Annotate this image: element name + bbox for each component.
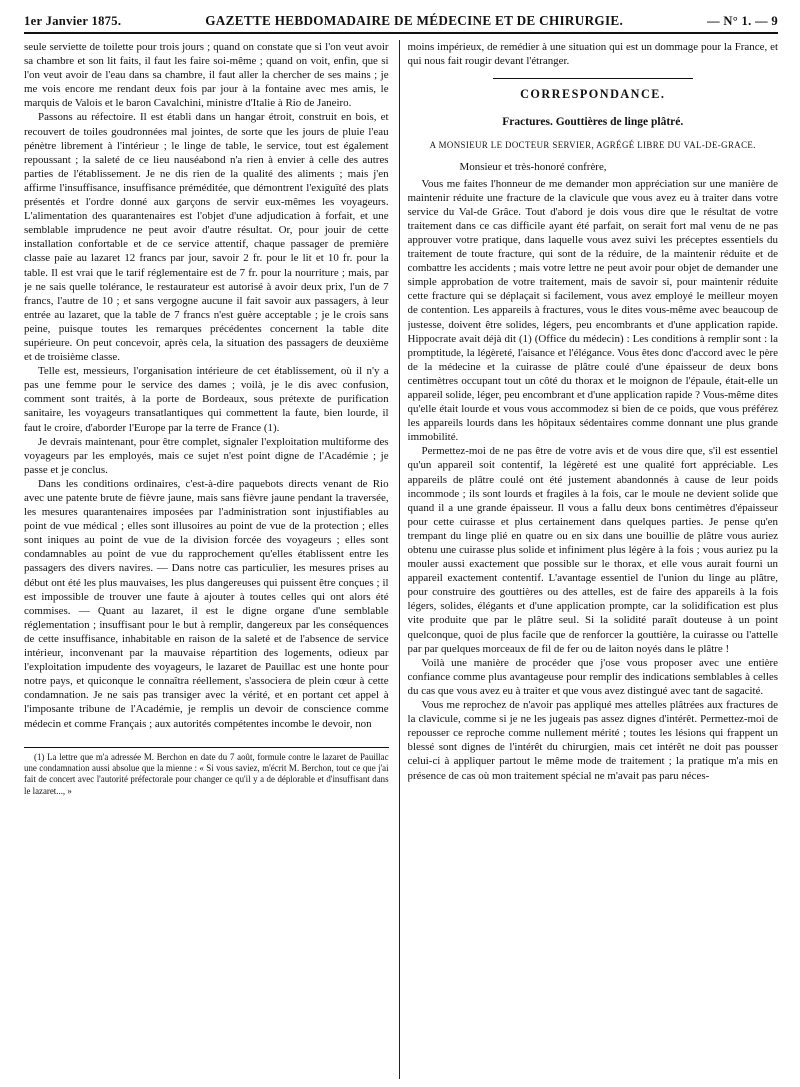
right-paragraph-1: Vous me faites l'honneur de me demander mon appréciation sur une manière de maintenir réduite une fracture de la clavicule que vous avez eu à traiter dans votre service du Val-de Grâce. Tout d'abord je dois vous dire que le résultat de votre traitement dans ce cas difficile ayant été parfait, on serait fort mal venu de ne pas approuver votre pratique, dans laquelle vous avez suivi les préceptes essentiels du traitement de toute fracture, qui sont de la réduire, de la maintenir réduite et de combattre les accidents ; mais votre lettre ne peut avoir pour objet de demander une simple approbation de votre traitement, mais de savoir si, pour maintenir réduite cette fracture qui se déplaçait si facilement, vous avez employé le meilleur moyen de contention. Les appareils à fractures, vous le dites vous-même avec beaucoup de justesse, doivent être solides, légers, peu encombrants et d'une application rapide. Hippocrate avait déjà dit (1) (Office du médecin) : Les conditions à remplir sont : la promptitude, la légèreté, l'aisance et l'élégance. Vous êtes donc d'accord avec le père de la médecine et la cuirasse de plâtre coulé d'une épaisseur de deux bons centimètres occupant tout un côté du thorax et le moignon de l'épaule, était-elle un appareil solide, léger, peu encombrant et d'une application rapide ? Vous-même dites qu'elle était lourde et vous vous accommodez si bien de ce poids, que vous préférez les appareils lourds dans les hôpitaux sédentaires comme donnant une plus grande immobilité. bbox=[407, 177, 778, 444]
left-paragraph-3: Telle est, messieurs, l'organisation intérieure de cet établissement, où il n'y a pas une femme pour le service des dames ; voilà, je le dis avec confusion, comment sont traités, à la porte de Bordeaux, sous prétexte de purification sanitaire, les voyageurs transatlantiques qui commettent la faute, bien lourde, il faut le croire, d'aborder l'Europe par la terre de France (1). bbox=[24, 365, 389, 434]
page-header bbox=[24, 8, 778, 34]
header-issue: — N° 1. — 9 bbox=[707, 14, 778, 28]
left-paragraph-4: Je devrais maintenant, pour être complet, signaler l'exploitation multiforme des voyageurs par les employés, mais ce sujet n'est point digne de l'Académie ; je passe et je conclus. bbox=[24, 435, 389, 476]
section-rule bbox=[493, 78, 693, 79]
right-paragraph-2: Permettez-moi de ne pas être de votre avis et de vous dire que, s'il est essentiel qu'un appareil soit contentif, la légèreté est une qualité fort appréciable. Les appareils de plâtre coulé ont été justement abandonnés à cause de leur poids incommode ; ils sont lourds et fragiles à la fois, car le moule ne devient solide que quand il a une grande épaisseur. Il vous a fallu deux bons centimètres d'épaisseur pour cette cuirasse et plus certainement dans quelques parties. Je pense qu'en trempant du linge plié en quatre ou en six dans une bouillie de plâtre vous auriez obtenu une cuirasse plus solide et infiniment plus légère à la fois ; vous auriez pu la mouler aussi exactement que possible sur le thorax, et elle vous aurait fourni un appareil exactement contentif. L'avantage essentiel de l'union du linge au plâtre, pour construire des gouttières ou des attelles, est de faire des appareils à la fois légers, solides, élégants et d'une application prompte, car la solidification est plus vite produite que par le plâtre seul. Si la solidité paraît douteuse à un point quelconque, quoi de plus facile que de renforcer la gouttière, la cuirasse ou l'attelle par par quelques morceaux de fil de fer ou de laiton noyés dans le plâtre ! bbox=[407, 445, 778, 655]
text-columns bbox=[24, 40, 778, 1079]
right-continuation: moins impérieux, de remédier à une situation qui est un dommage pour la France, et qui nous fait rougir devant l'étranger. bbox=[407, 41, 778, 68]
section-title: CORRESPONDANCE. bbox=[520, 87, 666, 102]
left-column bbox=[24, 40, 399, 1079]
right-column bbox=[408, 40, 778, 1079]
footnote-1: (1) La lettre que m'a adressée M. Berchon en date du 7 août, formule contre le lazaret de Pauillac une condamnation aussi absolue que la mienne : « Si vous saviez, m'écrit M. Berchon, tout ce que j'ai fait de concert avec l'autorité préfectorale pour changer ce qu'il y a de déplorable et d'insuffisant dans le lazaret..., » bbox=[24, 751, 389, 796]
left-paragraph-1: seule serviette de toilette pour trois jours ; quand on constate que si l'on veut avoir sa chambre et son lit faits, il faut les faire soi-même ; quand on voit, enfin, que si l'on veut avoir de l'eau dans sa chambre, il faut aller la chercher de ses mains ; je me vois encore me rendant deux fois par jour à la fontaine avec mes amis, le marquis de Valois et le baron Cavalchini, ministre d'Italie à Rio de Janeiro. bbox=[24, 41, 389, 110]
article-title: Fractures. Gouttières de linge plâtré. bbox=[502, 116, 684, 129]
column-divider bbox=[399, 40, 400, 1079]
right-paragraph-4: Vous me reprochez de n'avoir pas appliqué mes attelles plâtrées aux fractures de la clavicule, comme si je ne les jugeais pas assez dignes d'intérêt. Permettez-moi de repousser ce reproche comme nullement mérité ; toutes les lésions qui frappent un blessé sont dignes de l'intérêt du chirurgien, mais cet intérêt ne doit pas pousser celui-ci à appliquer partout le même mode de traitement ; la pratique m'a mis en présence de cas où mon traitement spécial ne m'avait pas paru néces- bbox=[407, 699, 778, 782]
addressee-line: A MONSIEUR LE DOCTEUR SERVIER, AGRÉGÉ LIBRE DU VAL-DE-GRACE. bbox=[429, 140, 756, 151]
header-title: GAZETTE HEBDOMADAIRE DE MÉDECINE ET DE CHIRURGIE. bbox=[205, 13, 624, 28]
footnotes bbox=[24, 747, 389, 798]
header-date: 1er Janvier 1875. bbox=[24, 14, 122, 28]
left-paragraph-2: Passons au réfectoire. Il est établi dans un hangar étroit, construit en bois, et recouvert de toiles goudronnées mal jointes, de sorte que les jours de pluie l'eau pénètre librement à l'intérieur ; le linge de table, le service, tout est également repoussant ; la saleté de ce lieu nauséabond n'a rien à envier à celle des autres parties de l'établissement. Je ne dis rien de la qualité des aliments ; mais j'en affirme l'insuffisance, insuffisance préméditée, que démontrent l'exiguïté des plats présentés et l'ordre donné aux garçons de servir eux-mêmes les voyageurs. L'alimentation des quarantenaires est l'objet d'une adjudication à forfait, et une semblable imprudence ne peut avoir d'autre résultat. Or, pour jouir de cette installation confortable et de ce service attentif, chaque passager de première classe paie au lazaret 12 francs par jour, savoir 2 fr. pour le lit et 10 fr. pour la table. Il est vrai que le tarif réglementaire est de 7 fr. pour la nourriture ; mais, par je ne sais quelle tolérance, le restaurateur est autorisé à avoir deux prix, l'un de 7 francs, l'autre de 10 ; et sans vergogne aucune il fait savoir aux passagers, à leur entrée au lazaret, que la table de 7 francs n'est guère acceptable ; je le crois sans peine, puisque toutes les remarques précédentes concernent la table dite supérieure. On peut concevoir, après cela, la situation des passagers de deuxième et de troisième classe. bbox=[24, 111, 389, 364]
salutation: Monsieur et très-honoré confrère, bbox=[459, 161, 607, 174]
left-paragraph-5: Dans les conditions ordinaires, c'est-à-dire paquebots directs venant de Rio avec une patente brute de fièvre jaune, mais sans fièvre jaune pendant la traversée, les mesures quarantenaires imposées par l'administration sont injustifiables au point de vue médical ; elles sont illusoires au point de vue de la protection ; elles sont iniques au point de vue de la division forcée des voyageurs ; elles sont condamnables au point de vue du rapprochement qu'elles établissent entre les passagers des divers navires. — Dans notre cas particulier, les mesures prises au début ont été les plus mauvaises, les plus dangereuses qui puissent être conçues ; il est impossible de trouver une faute à ajouter à toutes celles qui ont alors été commises. — Quant au lazaret, il est le digne organe d'une semblable réglementation ; insuffisant pour le but à remplir, dangereux par les conséquences de cette insuffisance, inhabitable en raison de la saleté et de l'absence de service intérieur, inconvenant par la mauvaise répartition des logements, odieux par l'exploitation impudente des voyageurs, le lazaret de Pauillac est une honte pour notre pays, et quiconque le connaîtra réellement, s'associera de plein cœur à cette condamnation. Je ne sais pas transiger avec la vérité, et en portant cet appel à l'imposante tribune de l'Académie, je remplis un devoir de conscience comme médecin et comme Français ; aux autorités compétentes incombe le devoir, non bbox=[24, 477, 389, 730]
right-paragraph-3: Voilà une manière de procéder que j'ose vous proposer avec une entière confiance comme plus avantageuse pour remplir des indications semblables à celles du cas que vous avez eu à traiter et que vous avez distingué avec tant de sagacité. bbox=[407, 656, 778, 697]
